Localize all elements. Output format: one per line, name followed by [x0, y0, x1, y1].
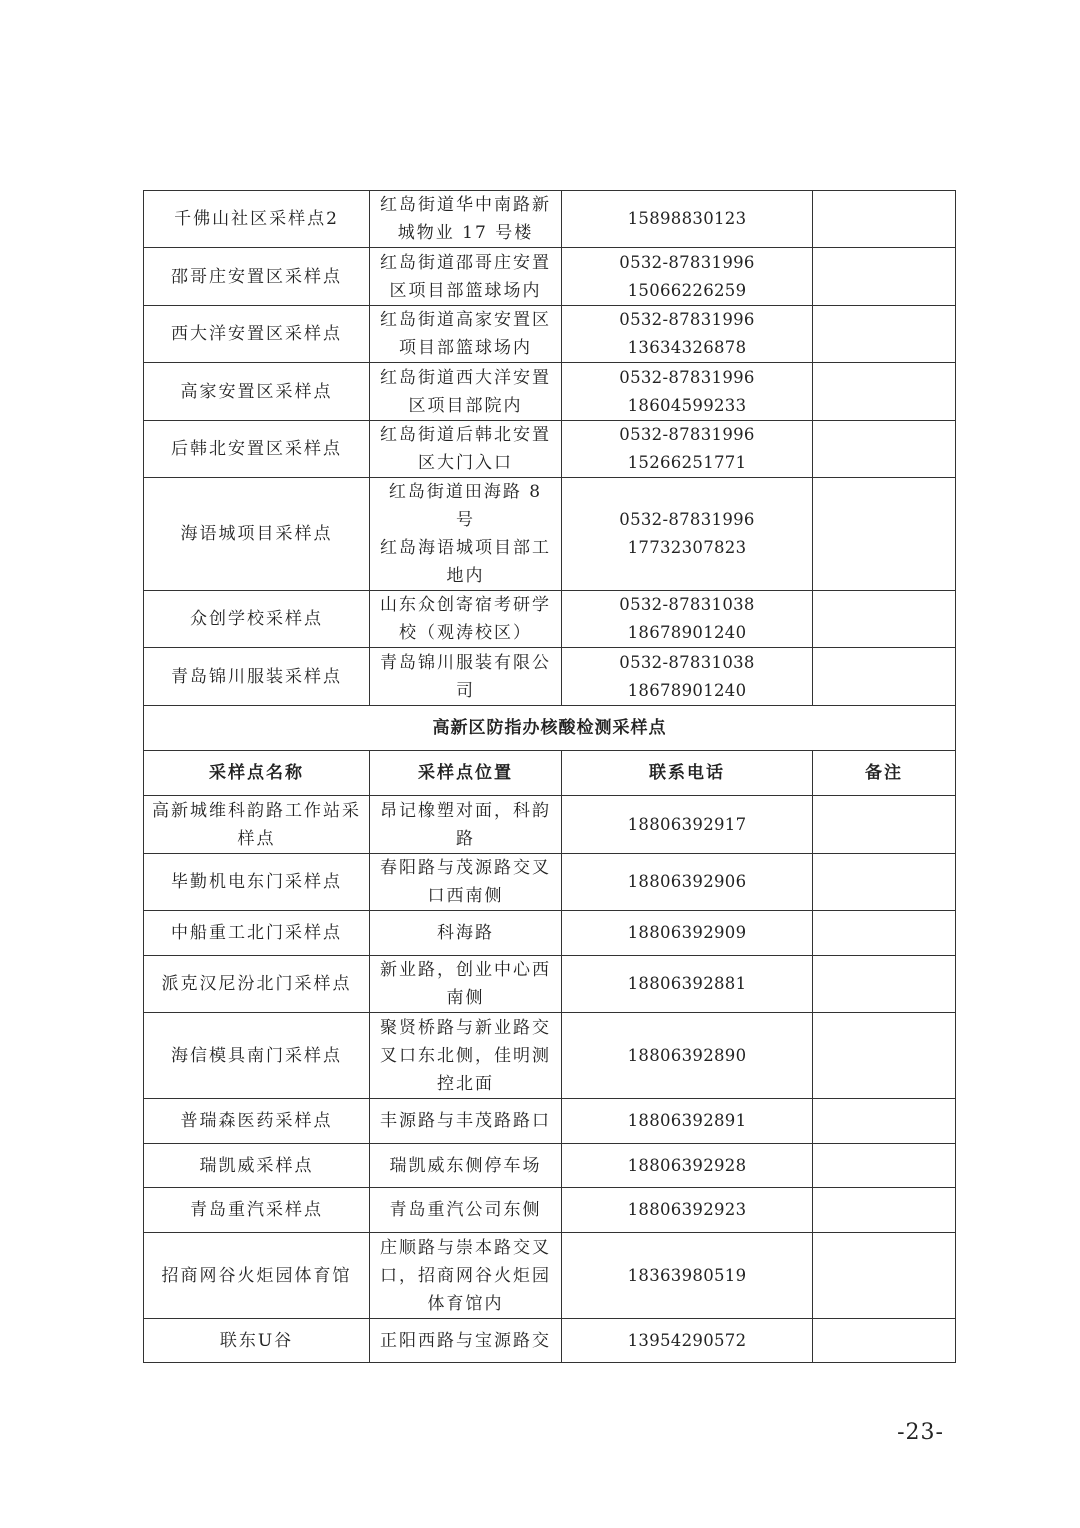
site-phone-cell-line: 15266251771 — [627, 453, 747, 472]
site-name-cell — [144, 956, 370, 1013]
site-address-cell — [370, 1188, 562, 1233]
site-phone-cell-line: 13954290572 — [627, 1330, 747, 1350]
site-address-cell-line: 红岛街道田海路 8 号 — [388, 482, 543, 530]
table-row — [144, 248, 956, 306]
site-address-cell-line: 南侧 — [446, 988, 485, 1008]
header-phone: 联系电话 — [562, 751, 813, 796]
site-name-cell — [144, 248, 370, 306]
table-row — [144, 591, 956, 648]
site-address-cell — [370, 1099, 562, 1144]
site-phone-cell — [562, 421, 813, 478]
site-phone-cell-line: 13634326878 — [627, 338, 747, 357]
section-title: 高新区防指办核酸检测采样点 — [144, 706, 956, 751]
site-address-cell — [370, 796, 562, 854]
site-address-cell — [370, 648, 562, 706]
site-phone-cell-line: 18806392891 — [627, 1111, 747, 1130]
site-note-cell — [813, 478, 956, 591]
site-note-cell — [813, 854, 956, 911]
site-phone-cell — [562, 1188, 813, 1233]
site-phone-cell — [562, 796, 813, 854]
site-name-cell — [144, 1013, 370, 1099]
table-row — [144, 956, 956, 1013]
site-phone-cell — [562, 306, 813, 363]
site-address-cell-line: 庄顺路与崇本路交叉 — [380, 1237, 551, 1258]
site-address-cell — [370, 854, 562, 911]
site-address-cell-line: 山东众创寄宿考研学 — [380, 595, 551, 615]
table-row — [144, 1188, 956, 1233]
site-phone-cell-line: 18806392906 — [627, 872, 747, 891]
site-phone-cell-line: 15066226259 — [627, 280, 747, 300]
site-address-cell-line: 口，招商网谷火炬园 — [380, 1265, 551, 1286]
site-name-cell-line: 中船重工北门采样点 — [171, 923, 342, 943]
site-address-cell-line: 春阳路与茂源路交叉 — [380, 858, 551, 878]
site-phone-cell-line: 0532-87831038 — [619, 595, 755, 614]
site-phone-cell-line: 0532-87831996 — [619, 510, 755, 529]
site-address-cell-line: 青岛锦川服装有限公 — [380, 652, 551, 673]
site-address-cell — [370, 591, 562, 648]
site-phone-cell-line: 18806392909 — [627, 923, 747, 942]
site-name-cell — [144, 1319, 370, 1363]
site-phone-cell — [562, 911, 813, 956]
site-address-cell-line: 红岛街道西大洋安置 — [380, 367, 551, 388]
site-name-cell — [144, 191, 370, 248]
site-note-cell — [813, 1319, 956, 1363]
site-name-cell — [144, 648, 370, 706]
site-note-cell — [813, 911, 956, 956]
site-name-cell-line: 派克汉尼汾北门采样点 — [161, 974, 352, 994]
site-phone-cell-line: 0532-87831996 — [619, 367, 755, 387]
site-phone-cell — [562, 1144, 813, 1188]
site-phone-cell-line: 18604599233 — [627, 395, 747, 415]
site-phone-cell-line: 18806392890 — [627, 1045, 747, 1065]
site-phone-cell-line: 18678901240 — [627, 623, 747, 642]
site-address-cell — [370, 1144, 562, 1188]
site-name-cell-line: 样点 — [237, 828, 276, 849]
site-phone-cell — [562, 1099, 813, 1144]
header-location: 采样点位置 — [370, 751, 562, 796]
site-phone-cell-line: 17732307823 — [627, 538, 747, 557]
site-phone-cell-line: 18363980519 — [627, 1265, 747, 1285]
site-name-cell-line: 千佛山社区采样点2 — [174, 209, 339, 229]
site-name-cell-line: 高新城维科韵路工作站采 — [152, 800, 361, 821]
site-phone-cell — [562, 191, 813, 248]
table-row — [144, 306, 956, 363]
site-address-cell-line: 叉口东北侧，佳明测 — [380, 1045, 551, 1066]
site-name-cell — [144, 854, 370, 911]
site-name-cell — [144, 796, 370, 854]
site-name-cell-line: 毕勤机电东门采样点 — [171, 872, 342, 892]
table-row — [144, 191, 956, 248]
site-address-cell-line: 新业路，创业中心西 — [380, 960, 551, 980]
site-address-cell — [370, 956, 562, 1013]
sampling-points-table — [143, 190, 956, 1363]
site-address-cell-line: 区项目部院内 — [408, 395, 523, 416]
site-address-cell-line: 校（观涛校区） — [399, 623, 532, 643]
site-note-cell — [813, 648, 956, 706]
site-name-cell-line: 西大洋安置区采样点 — [171, 324, 342, 344]
site-phone-cell — [562, 591, 813, 648]
table-row — [144, 1099, 956, 1144]
table-row — [144, 796, 956, 854]
site-address-cell-line: 城物业 17 号楼 — [397, 223, 534, 243]
header-name: 采样点名称 — [144, 751, 370, 796]
site-name-cell-line: 邵哥庄安置区采样点 — [171, 266, 342, 287]
site-phone-cell-line: 18806392881 — [627, 974, 747, 993]
site-phone-cell — [562, 956, 813, 1013]
site-address-cell-line: 青岛重汽公司东侧 — [389, 1200, 542, 1220]
site-note-cell — [813, 1099, 956, 1144]
table-row — [144, 421, 956, 478]
site-address-cell-line: 司 — [456, 680, 475, 701]
site-phone-cell-line: 18806392928 — [627, 1155, 747, 1175]
site-address-cell-line: 红岛海语城项目部工 — [380, 538, 551, 558]
site-address-cell — [370, 306, 562, 363]
site-address-cell-line: 昂记橡塑对面，科韵 — [380, 800, 551, 821]
site-phone-cell — [562, 363, 813, 421]
site-address-cell-line: 路 — [456, 828, 475, 849]
site-note-cell — [813, 1188, 956, 1233]
site-address-cell — [370, 248, 562, 306]
table-section — [144, 706, 956, 796]
site-note-cell — [813, 306, 956, 363]
site-note-cell — [813, 248, 956, 306]
site-address-cell-line: 区项目部篮球场内 — [389, 280, 542, 301]
site-phone-cell-line: 0532-87831996 — [619, 310, 755, 329]
site-address-cell-line: 红岛街道邵哥庄安置 — [380, 252, 551, 273]
site-name-cell-line: 瑞凯威采样点 — [199, 1155, 314, 1176]
site-name-cell — [144, 1144, 370, 1188]
site-note-cell — [813, 1233, 956, 1319]
page-number: -23- — [897, 1420, 944, 1445]
site-name-cell — [144, 1233, 370, 1319]
site-address-cell-line: 控北面 — [437, 1073, 494, 1094]
site-address-cell — [370, 911, 562, 956]
site-name-cell-line: 海信模具南门采样点 — [171, 1045, 342, 1066]
section-title-row — [144, 706, 956, 751]
site-address-cell — [370, 478, 562, 591]
site-phone-cell-line: 0532-87831038 — [619, 652, 755, 672]
site-address-cell-line: 红岛街道华中南路新 — [380, 195, 551, 215]
site-name-cell — [144, 911, 370, 956]
site-note-cell — [813, 1013, 956, 1099]
site-address-cell-line: 红岛街道高家安置区 — [380, 310, 551, 330]
site-name-cell-line: 后韩北安置区采样点 — [171, 439, 342, 459]
site-address-cell — [370, 421, 562, 478]
site-name-cell-line: 普瑞森医药采样点 — [180, 1111, 333, 1131]
header-note: 备注 — [813, 751, 956, 796]
site-address-cell-line: 正阳西路与宝源路交 — [380, 1330, 551, 1351]
site-address-cell — [370, 363, 562, 421]
site-phone-cell-line: 18806392917 — [627, 814, 747, 834]
site-name-cell-line: 招商网谷火炬园体育馆 — [161, 1265, 352, 1286]
site-address-cell-line: 区大门入口 — [418, 453, 513, 473]
site-name-cell-line: 海语城项目采样点 — [180, 524, 333, 544]
site-address-cell — [370, 1233, 562, 1319]
table-row — [144, 1319, 956, 1363]
site-address-cell-line: 地内 — [446, 566, 485, 586]
site-name-cell-line: 众创学校采样点 — [190, 609, 323, 629]
table-row — [144, 1013, 956, 1099]
table-body-top — [144, 191, 956, 706]
site-phone-cell-line: 15898830123 — [627, 209, 747, 228]
site-name-cell — [144, 478, 370, 591]
site-address-cell — [370, 191, 562, 248]
site-phone-cell — [562, 248, 813, 306]
site-address-cell-line: 聚贤桥路与新业路交 — [380, 1017, 551, 1038]
site-name-cell — [144, 306, 370, 363]
site-address-cell-line: 口西南侧 — [427, 886, 504, 906]
site-phone-cell-line: 18806392923 — [627, 1200, 747, 1219]
site-name-cell — [144, 421, 370, 478]
site-name-cell-line: 联东U谷 — [219, 1330, 294, 1351]
site-note-cell — [813, 1144, 956, 1188]
site-phone-cell — [562, 1013, 813, 1099]
table-body-bottom — [144, 796, 956, 1363]
site-address-cell — [370, 1013, 562, 1099]
site-name-cell-line: 青岛重汽采样点 — [190, 1200, 323, 1220]
table-row — [144, 648, 956, 706]
site-phone-cell — [562, 854, 813, 911]
site-address-cell-line: 红岛街道后韩北安置 — [380, 425, 551, 445]
site-address-cell-line: 项目部篮球场内 — [399, 338, 532, 358]
site-name-cell — [144, 1099, 370, 1144]
site-name-cell-line: 青岛锦川服装采样点 — [171, 666, 342, 687]
site-note-cell — [813, 191, 956, 248]
site-address-cell-line: 瑞凯威东侧停车场 — [389, 1155, 542, 1176]
table-row — [144, 478, 956, 591]
site-name-cell — [144, 1188, 370, 1233]
site-note-cell — [813, 591, 956, 648]
site-phone-cell — [562, 478, 813, 591]
table-row — [144, 1233, 956, 1319]
site-phone-cell — [562, 648, 813, 706]
site-address-cell — [370, 1319, 562, 1363]
site-phone-cell — [562, 1233, 813, 1319]
site-name-cell-line: 高家安置区采样点 — [180, 381, 333, 402]
table-row — [144, 363, 956, 421]
table-row — [144, 1144, 956, 1188]
site-name-cell — [144, 363, 370, 421]
site-phone-cell-line: 0532-87831996 — [619, 252, 755, 272]
site-address-cell-line: 体育馆内 — [427, 1293, 504, 1314]
site-address-cell-line: 丰源路与丰茂路路口 — [380, 1111, 551, 1131]
site-note-cell — [813, 421, 956, 478]
site-address-cell-line: 科海路 — [437, 923, 494, 943]
table-row — [144, 911, 956, 956]
site-name-cell — [144, 591, 370, 648]
site-note-cell — [813, 956, 956, 1013]
site-phone-cell-line: 0532-87831996 — [619, 425, 755, 444]
site-note-cell — [813, 796, 956, 854]
header-row — [144, 751, 956, 796]
site-phone-cell — [562, 1319, 813, 1363]
site-phone-cell-line: 18678901240 — [627, 680, 747, 700]
site-note-cell — [813, 363, 956, 421]
table-row — [144, 854, 956, 911]
